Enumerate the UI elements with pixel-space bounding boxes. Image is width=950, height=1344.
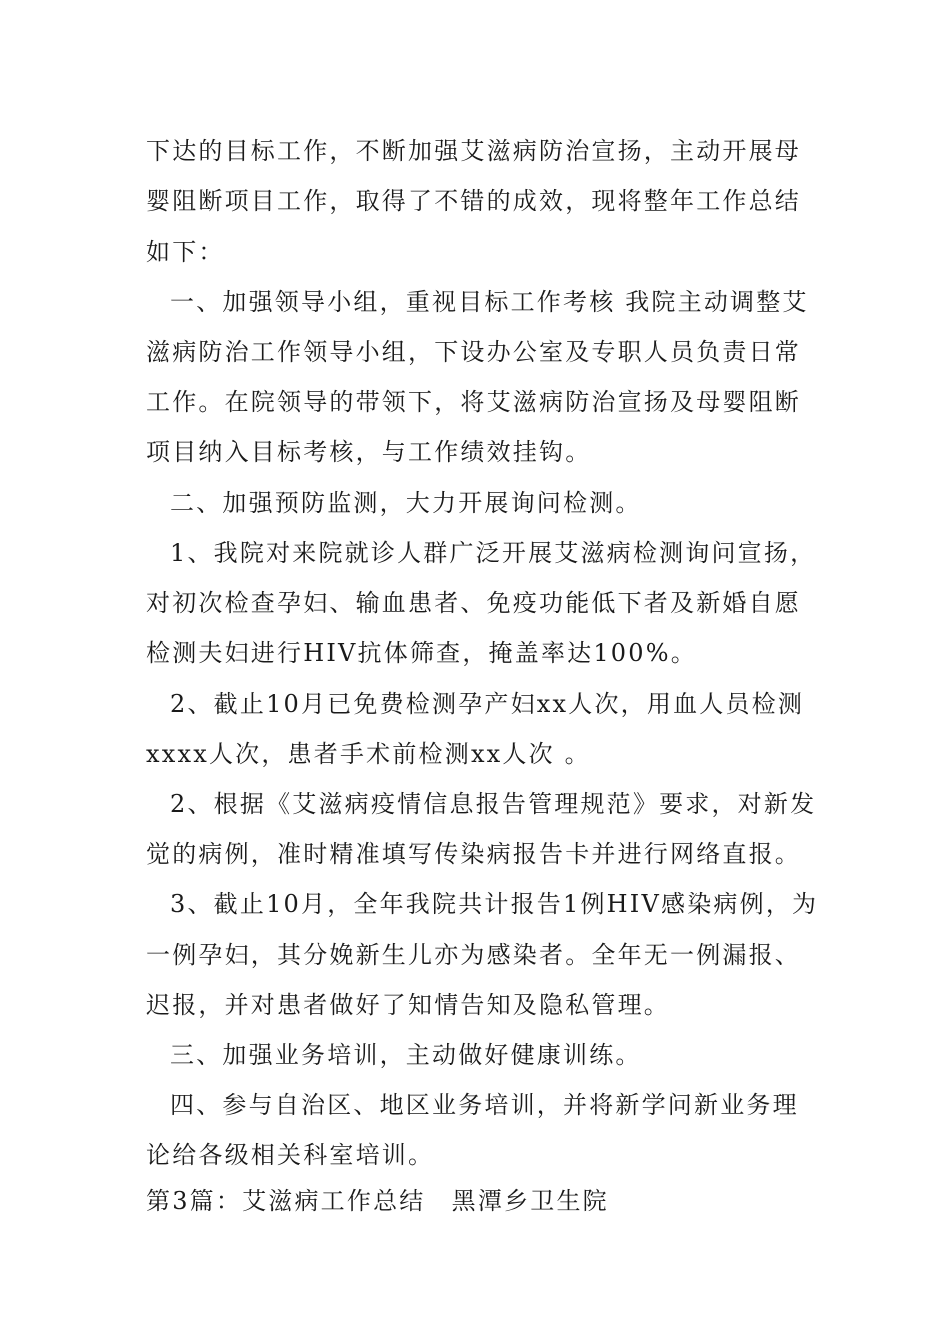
chapter-title-line: 第3篇：艾滋病工作总结 黑潭乡卫生院: [146, 1187, 609, 1215]
paragraph-line: 婴阻断项目工作，取得了不错的成效，现将整年工作总结: [146, 187, 801, 215]
paragraph-line: 如下：: [146, 238, 225, 266]
section-heading-line: 三、加强业务培训，主动做好健康训练。: [170, 1041, 642, 1069]
paragraph-line: 对初次检查孕妇、输血患者、免疫功能低下者及新婚自愿: [146, 589, 801, 617]
section-heading-line: 二、加强预防监测，大力开展询问检测。: [170, 489, 642, 517]
paragraph-line: 检测夫妇进行HIV抗体筛查，掩盖率达100%。: [146, 639, 697, 667]
paragraph-line: 滋病防治工作领导小组，下设办公室及专职人员负责日常: [146, 338, 801, 366]
section-heading-line: 四、参与自治区、地区业务培训，并将新学问新业务理: [170, 1091, 799, 1119]
list-item-line: 1、我院对来院就诊人群广泛开展艾滋病检测询问宣扬，: [170, 539, 817, 567]
paragraph-line: 工作。在院领导的带领下，将艾滋病防治宣扬及母婴阻断: [146, 388, 801, 416]
paragraph-line: 项目纳入目标考核，与工作绩效挂钩。: [146, 438, 592, 466]
paragraph-line: 一例孕妇，其分娩新生儿亦为感染者。全年无一例漏报、: [146, 941, 801, 969]
paragraph-line: xxxx人次，患者手术前检测xx人次 。: [146, 740, 591, 768]
paragraph-line: 觉的病例，准时精准填写传染病报告卡并进行网络直报。: [146, 840, 801, 868]
list-item-line: 3、截止10月，全年我院共计报告1例HIV感染病例，为: [170, 890, 819, 918]
section-heading-line: 一、加强领导小组，重视目标工作考核 我院主动调整艾: [170, 288, 809, 316]
paragraph-line: 下达的目标工作，不断加强艾滋病防治宣扬，主动开展母: [146, 137, 801, 165]
list-item-line: 2、根据《艾滋病疫情信息报告管理规范》要求，对新发: [170, 790, 817, 818]
list-item-line: 2、截止10月已免费检测孕产妇xx人次，用血人员检测: [170, 690, 805, 718]
paragraph-line: 迟报，并对患者做好了知情告知及隐私管理。: [146, 991, 670, 1019]
paragraph-line: 论给各级相关科室培训。: [146, 1141, 435, 1169]
